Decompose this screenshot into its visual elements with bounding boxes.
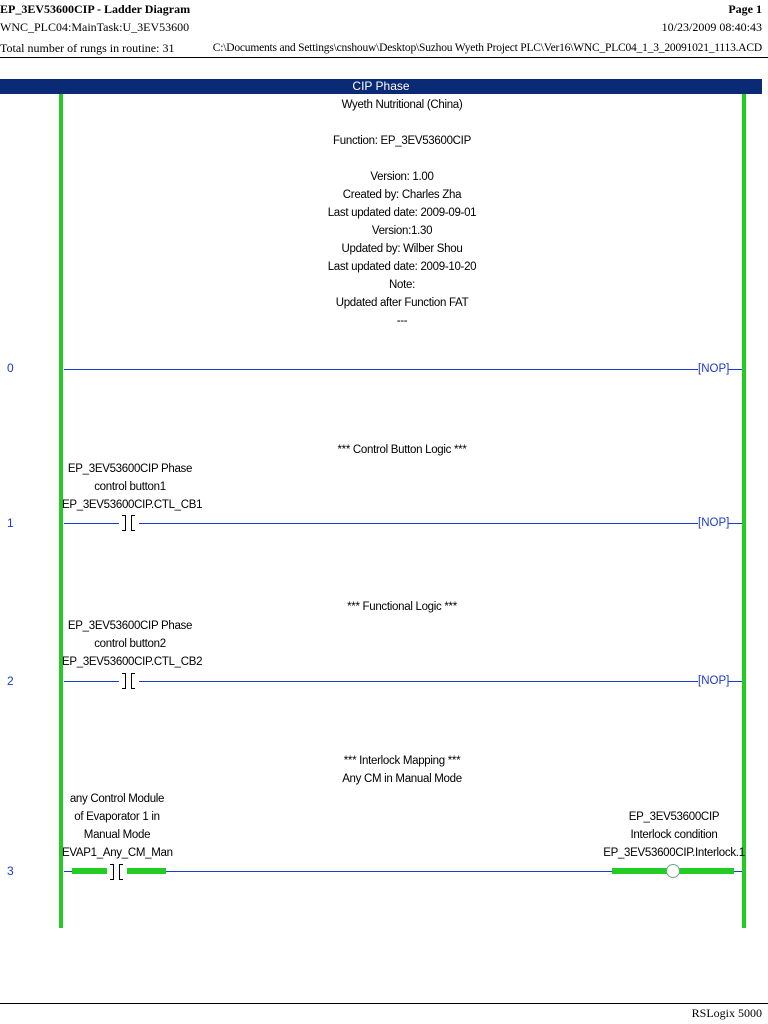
header-divider [0, 57, 768, 58]
print-datetime: 10/23/2009 08:40:43 [661, 20, 762, 34]
comment-line: Updated by: Wilber Shou [341, 243, 463, 255]
contact-tag: EP_3EV53600CIP.CTL_CB1 [62, 499, 203, 511]
rung3-output-coil-icon[interactable] [666, 864, 680, 878]
nop-label: NOP [701, 675, 727, 687]
rung3-coil-label [594, 808, 754, 862]
rung2-xic-contact[interactable] [119, 673, 139, 689]
file-path: C:\Documents and Settings\cnshouw\Desktop\Suzhou Wyeth Project PLC\Ver16\WNC_PLC04_1_3_20091021_1113.ACD [212, 42, 762, 54]
rung2-contact-label [62, 617, 203, 671]
rung3-xic-contact[interactable] [107, 864, 127, 880]
rung1-wire [64, 523, 742, 524]
contact-description: EP_3EV53600CIP Phase [67, 463, 193, 475]
comment-line: Any CM in Manual Mode [342, 773, 462, 785]
contact-description: control button2 [94, 638, 166, 650]
rung1-number: 1 [7, 516, 14, 530]
rung3-contact-label [62, 790, 172, 862]
coil-description: Interlock condition [630, 829, 718, 841]
comment-line [250, 114, 554, 132]
coil-tag: EP_3EV53600CIP.Interlock.1 [603, 847, 745, 859]
contact-description: control button1 [94, 481, 166, 493]
rung1-nop-instruction[interactable]: [NOP] [698, 517, 730, 529]
rung0-number: 0 [7, 361, 14, 375]
footer-software: RSLogix 5000 [691, 1006, 762, 1020]
contact-description: of Evaporator 1 in [74, 811, 160, 823]
contact-tag: EP_3EV53600CIP.CTL_CB2 [62, 656, 203, 668]
contact-description: EP_3EV53600CIP Phase [67, 620, 193, 632]
footer-divider [0, 1003, 768, 1004]
rung2-nop-instruction[interactable]: [NOP] [698, 675, 730, 687]
rung1-comment: *** Control Button Logic *** [337, 444, 467, 456]
comment-line: Note: [389, 279, 415, 291]
contact-tag: EVAP1_Any_CM_Man [62, 847, 173, 859]
comment-line: Function: EP_3EV53600CIP [333, 135, 471, 147]
comment-line: --- [396, 315, 408, 327]
page-number: Page 1 [728, 2, 762, 16]
rung-count: Total number of rungs in routine: 31 [0, 41, 175, 55]
comment-line: Updated after Function FAT [335, 297, 469, 309]
rung2-wire [64, 681, 742, 682]
contact-description: any Control Module [69, 793, 165, 805]
contact-description: Manual Mode [83, 829, 151, 841]
rung0-nop-instruction[interactable]: [NOP] [698, 363, 730, 375]
rung1-xic-contact[interactable] [119, 515, 139, 531]
rung2-comment: *** Functional Logic *** [347, 601, 457, 613]
nop-label: NOP [701, 363, 727, 375]
rung3-number: 3 [7, 864, 14, 878]
comment-line: Version:1.30 [371, 225, 433, 237]
routine-banner: CIP Phase [0, 79, 762, 94]
comment-line: Last updated date: 2009-10-20 [327, 261, 477, 273]
task-path: WNC_PLC04:MainTask:U_3EV53600 [0, 20, 190, 34]
comment-line: Created by: Charles Zha [342, 189, 462, 201]
rung2-number: 2 [7, 674, 14, 688]
rung0-wire [64, 369, 742, 370]
rung1-contact-label [62, 460, 203, 514]
coil-description: EP_3EV53600CIP [628, 811, 720, 823]
comment-line [250, 150, 554, 168]
comment-line: Last updated date: 2009-09-01 [327, 207, 477, 219]
nop-label: NOP [701, 517, 727, 529]
rung0-comment [250, 96, 554, 330]
rung3-comment [250, 752, 554, 788]
comment-line: *** Interlock Mapping *** [343, 755, 461, 767]
document-title: EP_3EV53600CIP - Ladder Diagram [0, 2, 191, 16]
right-power-rail [742, 94, 746, 928]
comment-line: Version: 1.00 [370, 171, 434, 183]
comment-line: Wyeth Nutritional (China) [341, 99, 463, 111]
